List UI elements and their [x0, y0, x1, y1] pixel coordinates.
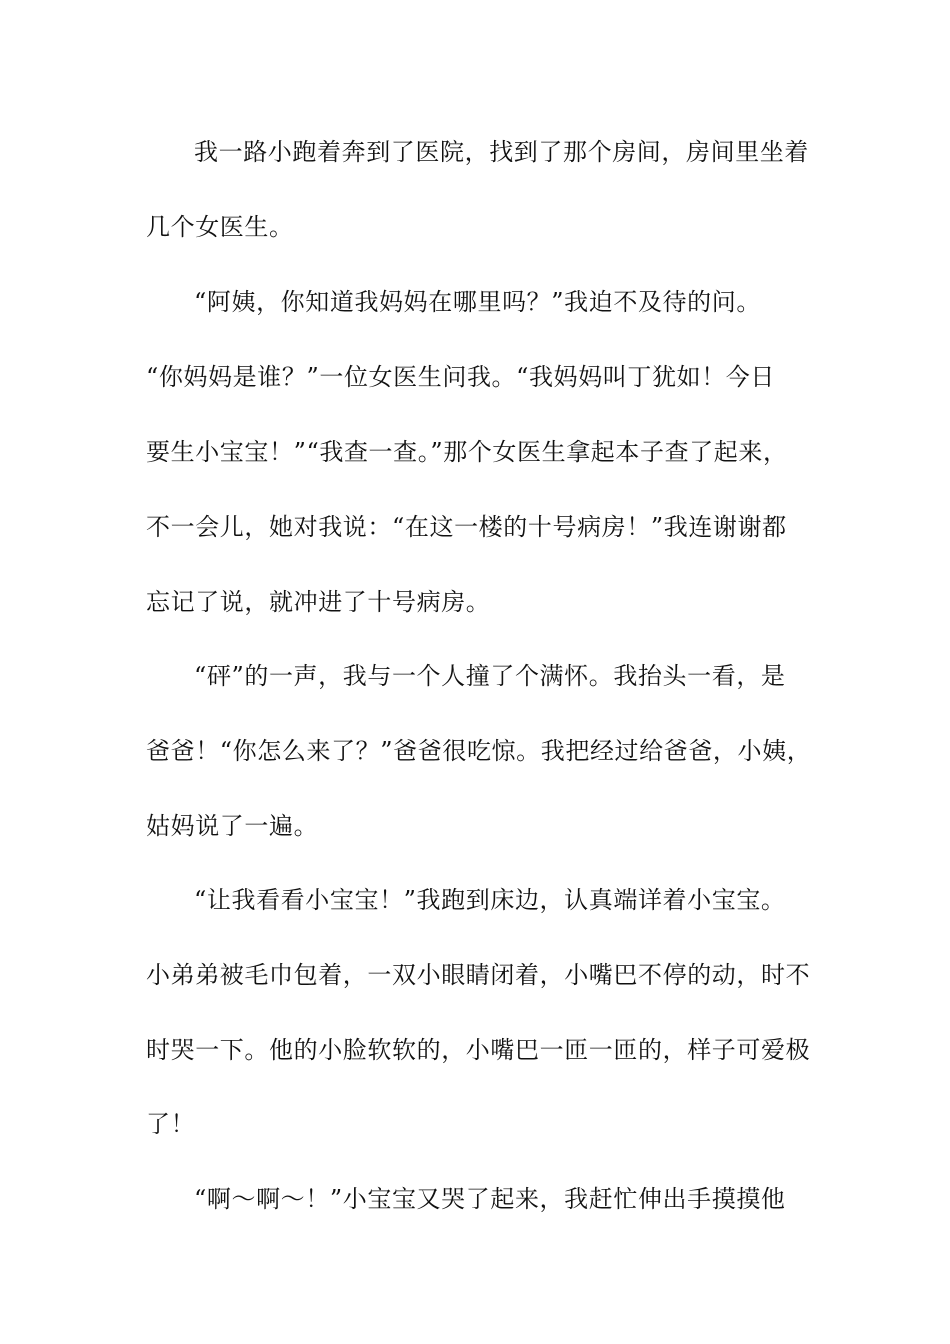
text-line-6: 不一会儿，她对我说：“在这一楼的十号病房！”我连谢谢都	[146, 513, 787, 541]
text-line-13: 时哭一下。他的小脸软软的，小嘴巴一匝一匝的，样子可爱极	[146, 1036, 811, 1064]
text-line-3: “阿姨，你知道我妈妈在哪里吗？”我迫不及待的问。	[194, 288, 761, 316]
text-line-14: 了！	[146, 1110, 196, 1138]
text-line-11: “让我看看小宝宝！”我跑到床边，认真端详着小宝宝。	[194, 886, 786, 914]
text-line-2: 几个女医生。	[146, 213, 294, 241]
text-line-8: “砰”的一声，我与一个人撞了个满怀。我抬头一看，是	[194, 662, 786, 690]
text-line-12: 小弟弟被毛巾包着，一双小眼睛闭着，小嘴巴不停的动，时不	[146, 961, 811, 989]
text-line-7: 忘记了说，就冲进了十号病房。	[146, 588, 491, 616]
text-line-9: 爸爸！“你怎么来了？”爸爸很吃惊。我把经过给爸爸，小姨，	[146, 737, 812, 765]
text-line-15: “啊～啊～！”小宝宝又哭了起来，我赶忙伸出手摸摸他	[194, 1185, 786, 1213]
text-line-10: 姑妈说了一遍。	[146, 812, 319, 840]
text-line-5: 要生小宝宝！”“我查一查。”那个女医生拿起本子查了起来，	[146, 438, 788, 466]
text-line-1: 我一路小跑着奔到了医院，找到了那个房间，房间里坐着	[194, 138, 809, 166]
text-line-4: “你妈妈是谁？”一位女医生问我。“我妈妈叫丁犹如！今日	[146, 363, 776, 391]
